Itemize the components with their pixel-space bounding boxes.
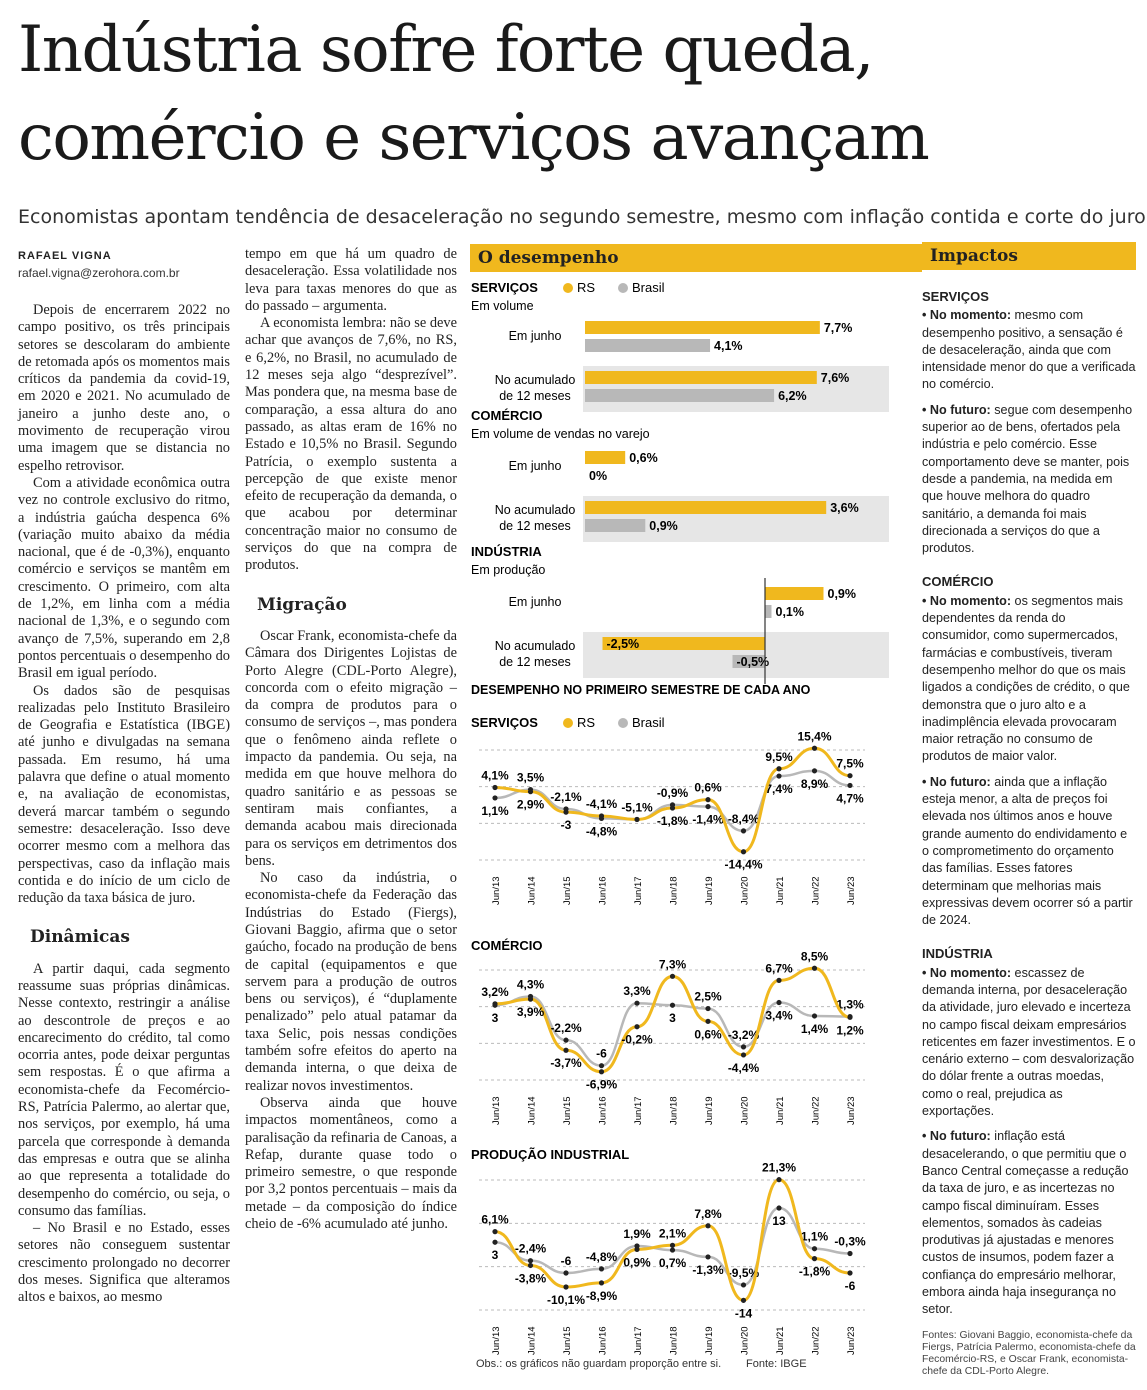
- author-email[interactable]: rafael.vigna@zerohora.com.br: [18, 266, 180, 280]
- chart-title: COMÉRCIO: [471, 408, 543, 423]
- x-tick-label: Jun/16: [597, 876, 609, 905]
- bar-value-label: -0,5%: [736, 655, 770, 669]
- x-tick-label: Jun/17: [633, 876, 644, 905]
- line-chart-servicos: [471, 715, 865, 905]
- x-tick-label: Jun/22: [810, 876, 822, 905]
- point-brasil: [634, 1001, 639, 1006]
- bar-chart-body: [495, 578, 889, 684]
- bar-brasil: [765, 605, 772, 618]
- point-brasil: [563, 1038, 568, 1043]
- data-label: 4,1%: [481, 768, 509, 783]
- bar-brasil: [585, 519, 645, 532]
- x-tick-label: Jun/23: [846, 876, 857, 905]
- charts-panel: [465, 270, 915, 1390]
- bar-rs: [585, 321, 820, 334]
- bar-value-label: -2,5%: [606, 637, 640, 651]
- data-label: 6,7%: [765, 961, 793, 976]
- bar-chart-servicos: [471, 280, 889, 412]
- data-label: -3: [560, 818, 572, 833]
- x-tick-label: Jun/14: [526, 876, 538, 905]
- point-brasil: [776, 773, 781, 778]
- bar-chart-body: [495, 321, 889, 412]
- point-rs: [705, 797, 710, 802]
- data-label: 2,1%: [658, 1226, 687, 1241]
- chart-note: Obs.: os gráficos não guardam proporção entre si.: [476, 1358, 722, 1370]
- bar-value-label: 3,6%: [830, 501, 859, 515]
- bar-value-label: 0,9%: [649, 519, 678, 533]
- data-label: -4,4%: [727, 1060, 760, 1075]
- line-chart-producao-industrial: [471, 1147, 866, 1355]
- headline-line-2: comércio e serviços avançam: [18, 101, 929, 175]
- data-label: 3,9%: [516, 1005, 545, 1020]
- category-label: No acumulado: [494, 373, 576, 387]
- legend-brasil-swatch: [618, 718, 628, 728]
- line-chart-body: [479, 1161, 866, 1355]
- legend-rs-swatch: [563, 283, 573, 293]
- paragraph: Observa ainda que houve impactos momentâneos, como a paralisação da refinaria de Canoas, a Refap, durante quase todo o primeiro semestre, o que responde por 3,2 pontos percentuais – mais da metade – da composição do índice cheio de -6% acumulado até junho.: [245, 1094, 457, 1233]
- data-label: -4,1%: [585, 796, 618, 811]
- data-label: 7,4%: [765, 782, 793, 797]
- section-heading-dinamicas: Dinâmicas: [30, 927, 130, 948]
- x-tick-label: Jun/14: [526, 1096, 538, 1125]
- legend-rs-label: RS: [577, 280, 596, 295]
- paragraph: A partir daqui, cada segmento reassume suas próprias dinâmicas. Nesse contexto, restringir a análise ao descontrole de preços e ao encarecimento do crédito, tal como ocorria antes, pode deixar perguntas sem respostas. É o que afirma a economista-chefe da Fecomércio-RS, Patrícia Palermo, ao alertar que, nos serviços, por exemplo, há uma parcela que corresponde à demanda das empresas e outra que se alinha ao que representa a totalidade do desempenho do comércio, ou seja, o consumo das famílias.: [18, 960, 230, 1219]
- point-brasil: [599, 1266, 604, 1271]
- point-rs: [670, 974, 675, 979]
- x-tick-label: Jun/21: [775, 876, 786, 905]
- point-rs: [599, 1069, 604, 1074]
- point-brasil: [741, 828, 746, 833]
- data-label: 0,7%: [658, 1256, 687, 1271]
- point-rs: [599, 1280, 604, 1285]
- data-label: -1,8%: [798, 1264, 831, 1279]
- paragraph: tempo em que há um quadro de desaceleração. Essa volatilidade nos leva para taxas menores do que as do passado – argumenta.: [245, 246, 457, 314]
- bar-value-label: 7,6%: [820, 371, 850, 385]
- data-label: 1,9%: [623, 1226, 651, 1241]
- x-tick-label: Jun/15: [562, 1326, 573, 1355]
- point-rs: [528, 997, 533, 1002]
- data-label: 1,2%: [836, 1023, 864, 1038]
- legend-brasil-swatch: [618, 283, 628, 293]
- x-tick-label: Jun/15: [562, 876, 573, 905]
- x-tick-label: Jun/20: [739, 1326, 751, 1355]
- article-column-2: [245, 246, 457, 1233]
- x-tick-label: Jun/20: [739, 876, 751, 905]
- bar-value-label: 0,1%: [775, 605, 804, 619]
- section-title-desempenho-semestre: DESEMPENHO NO PRIMEIRO SEMESTRE DE CADA ANO: [471, 683, 811, 697]
- data-label: -0,2%: [621, 1032, 653, 1047]
- x-tick-label: Jun/15: [562, 1096, 573, 1125]
- line-chart-comercio: [471, 938, 865, 1125]
- author-name: RAFAEL VIGNA: [18, 250, 112, 262]
- point-brasil: [599, 1063, 604, 1068]
- point-rs: [847, 1015, 852, 1020]
- data-label: 4,7%: [836, 791, 864, 806]
- point-rs: [776, 978, 781, 983]
- line-chart-body: [479, 949, 865, 1125]
- data-label: 3: [669, 1011, 676, 1026]
- headline: [18, 6, 1138, 182]
- data-label: 7,5%: [836, 756, 864, 771]
- data-label: -1,3%: [692, 1262, 724, 1277]
- point-brasil: [776, 1000, 781, 1005]
- point-rs: [705, 1019, 710, 1024]
- x-tick-label: Jun/21: [775, 1096, 786, 1125]
- bar-value-label: 0,9%: [827, 587, 856, 601]
- data-label: 1,4%: [800, 1021, 829, 1036]
- chart-subtitle: Em volume de vendas no varejo: [471, 427, 650, 441]
- point-rs: [634, 1247, 639, 1252]
- data-label: -8,9%: [585, 1288, 618, 1303]
- point-rs: [812, 966, 817, 971]
- data-label: 3,4%: [765, 1008, 793, 1023]
- category-label: de 12 meses: [499, 519, 571, 533]
- point-rs: [492, 1001, 497, 1006]
- data-label: -1,8%: [656, 813, 689, 828]
- chart-title: SERVIÇOS: [471, 715, 538, 730]
- x-tick-label: Jun/17: [633, 1326, 644, 1355]
- paragraph: A economista lembra: não se deve achar que avanços de 7,6%, no RS, e 6,2%, no Brasil, no acumulado de 12 meses seja algo “desprezível”. Mas pondera que, na mesma base de comparação, a essa altura do ano passado, as altas eram de 16% no Estado e 10,5% no Brasil. Segundo Patrícia, o exemplo sustenta a percepção de que existe menor efeito de recuperação da demanda, o que acabou por determinar concentração maior no consumo de serviços do que na compra de produtos.: [245, 315, 458, 574]
- paragraph: Com a atividade econômica outra vez no controle exclusivo do ritmo, a indústria gaúcha despenca 6% (variação muito abaixo da média nacional, que é de -0,3%), enquanto comércio e serviços se mantêm em crescimento. O primeiro, com alta de 1,2%, em linha com a média nacional de 1,3%, e o segundo com avanço de 7,5%, superando em 2,8 pontos percentuais o desempenho do Brasil em igual período.: [18, 474, 230, 682]
- paragraph: Depois de encerrarem 2022 no campo positivo, os três principais setores se descolaram do ambiente de retomada após os momentos mais críticos da pandemia da covid-19, em 2020 e 2021. No acumulado de janeiro a junho deste ano, o movimento de recuperação virou uma imagem que se distancia no espelho retrovisor.: [18, 302, 230, 474]
- point-rs: [528, 1263, 533, 1268]
- point-rs: [670, 805, 675, 810]
- byline: [18, 250, 180, 280]
- x-tick-label: Jun/18: [668, 1096, 680, 1125]
- x-tick-label: Jun/19: [704, 876, 715, 905]
- data-label: -6: [844, 1278, 856, 1293]
- point-rs: [741, 849, 746, 854]
- data-label: 7,3%: [658, 957, 687, 972]
- line-chart-body: [479, 729, 865, 905]
- point-rs: [563, 1048, 568, 1053]
- point-rs: [741, 1052, 746, 1057]
- data-label: 1,1%: [800, 1229, 829, 1244]
- point-brasil: [705, 804, 710, 809]
- subheadline: Economistas apontam tendência de desaceleração no segundo semestre, mesmo com inflação contida e corte do juro: [18, 206, 1146, 228]
- bar-rs: [585, 501, 826, 514]
- bar-chart-comercio: [471, 408, 889, 542]
- point-brasil: [741, 1044, 746, 1049]
- data-label: 3: [491, 1011, 499, 1026]
- data-label: 0,6%: [694, 1027, 722, 1042]
- paragraph: Oscar Frank, economista-chefe da Câmara dos Dirigentes Lojistas de Porto Alegre (CDL-Porto Alegre), concorda com o efeito migração – da compra de produtos para o consumo de serviços –, mas pondera que o fenômeno ainda reflete o impacto da pandemia. Ou seja, na medida em que houve melhora do quadro sanitário e as pessoas se sentiram mais confiantes, a demanda acabou mais direcionada para os serviços em detrimentos dos bens.: [245, 627, 457, 869]
- data-label: 1,3%: [836, 997, 864, 1012]
- x-tick-label: Jun/20: [739, 1096, 751, 1125]
- data-label: 8,5%: [800, 949, 829, 964]
- chart-subtitle: Em volume: [471, 299, 534, 313]
- data-label: -0,3%: [834, 1234, 866, 1249]
- chart-source: Fonte: IBGE: [746, 1358, 807, 1370]
- data-label: 21,3%: [761, 1160, 797, 1175]
- data-label: 2,9%: [516, 797, 545, 812]
- data-label: -1,4%: [692, 812, 724, 827]
- data-label: -3,8%: [514, 1271, 547, 1286]
- panel-title-impactos: Impactos: [922, 242, 1136, 270]
- point-rs: [847, 773, 852, 778]
- point-rs: [812, 746, 817, 751]
- paragraph: No caso da indústria, o economista-chefe da Federação das Indústrias do Estado (Fiergs), Giovani Baggio, afirma que o setor gaúcho, focado na produção de bens de capital (equipamentos e que servem para a produção de outros bens ou serviços), é “duplamente penalizado” pelo atual patamar da taxa Selic, pois nessas condições também sofre efeitos do aperto na demanda interna, o que deixa de realizar novos investimentos.: [245, 870, 457, 1094]
- category-label: Em junho: [508, 595, 562, 609]
- chart-title: PRODUÇÃO INDUSTRIAL: [471, 1147, 630, 1162]
- data-label: 3: [491, 1248, 499, 1263]
- data-label: 0,6%: [694, 780, 722, 795]
- impacto-futuro: • No futuro: ainda que a inflação esteja menor, a alta de preços foi elevada nos últimos anos e houve grande aumento do endividamento e o comprometimento do orçamento das famílias. Esses fatores determinam que melhorias mais expressivas devem ocorrer só a partir de 2024.: [922, 774, 1133, 928]
- panel-title-desempenho: O desempenho: [470, 244, 922, 272]
- data-label: 3,3%: [623, 984, 651, 999]
- x-tick-label: Jun/13: [491, 876, 502, 905]
- bar-chart-industria: [471, 544, 889, 684]
- chart-subtitle: Em produção: [471, 563, 546, 577]
- data-label: 8,9%: [800, 776, 829, 791]
- data-label: -5,1%: [621, 800, 653, 815]
- point-brasil: [705, 1254, 710, 1259]
- point-rs: [599, 813, 604, 818]
- point-brasil: [492, 795, 497, 800]
- data-label: -6: [596, 1046, 607, 1061]
- category-label: Em junho: [508, 329, 562, 343]
- data-label: 3,2%: [481, 984, 509, 999]
- impacto-futuro: • No futuro: segue com desempenho superior ao de bens, ofertados pela indústria e pelo comércio. Esse comportamento deve se manter, pois desde a pandemia, na medida em que houve melhora do quadro sanitário, a demanda foi mais direcionada a serviços do que a produtos.: [922, 402, 1133, 556]
- section-heading-migracao: Migração: [257, 594, 347, 615]
- point-brasil: [670, 1003, 675, 1008]
- bar-brasil: [585, 389, 774, 402]
- data-label: -0,9%: [656, 785, 689, 800]
- paragraph: Os dados são de pesquisas realizadas pelo Instituto Brasileiro de Geografia e Estatística (IBGE) até junho e divulgadas na semana passada. Em resumo, há uma palavra que define o atual momento e, na avaliação de economistas, deverá marcar também o segundo semestre: desaceleração. Isso deve ocorrer mesmo com a melhora das perspectivas, caso da inflação mais contida e do início de um ciclo de redução da taxa básica de juro.: [18, 682, 230, 907]
- x-tick-label: Jun/22: [810, 1096, 822, 1125]
- legend-rs-swatch: [563, 718, 573, 728]
- chart-title: SERVIÇOS: [471, 280, 538, 295]
- bar-rs: [585, 451, 625, 464]
- data-label: -4,8%: [585, 824, 618, 839]
- data-label: 2,5%: [694, 989, 722, 1004]
- bar-chart-body: [495, 451, 889, 542]
- data-label: -6,9%: [585, 1077, 618, 1092]
- data-label: -14: [734, 1306, 753, 1321]
- legend-rs-label: RS: [577, 715, 596, 730]
- data-label: -2,2%: [550, 1021, 582, 1036]
- category-label: de 12 meses: [499, 655, 571, 669]
- impacto-futuro: • No futuro: inflação está desacelerando, o que permitiu que o Banco Central começasse a redução da taxa de juro, e as incertezas no campo fiscal diminuíram. Esses elementos, somados às cadeias produtivas já ajustadas e menores custos de insumos, podem fazer a confiança do empresário melhorar, embora ainda haja insegurança no setor.: [922, 1129, 1129, 1317]
- data-label: -14,4%: [724, 857, 763, 872]
- x-tick-label: Jun/14: [526, 1326, 538, 1355]
- bar-brasil: [585, 339, 710, 352]
- chart-title: COMÉRCIO: [471, 938, 543, 953]
- data-label: -3,7%: [550, 1056, 582, 1071]
- impacto-servicos: [922, 288, 1136, 557]
- chart-title: INDÚSTRIA: [471, 544, 542, 559]
- data-label: 13: [772, 1214, 786, 1229]
- point-brasil: [670, 1247, 675, 1252]
- x-tick-label: Jun/13: [491, 1096, 502, 1125]
- impacto-industria: [922, 945, 1136, 1318]
- x-tick-label: Jun/23: [846, 1326, 857, 1355]
- point-rs: [528, 789, 533, 794]
- category-label: de 12 meses: [499, 389, 571, 403]
- point-brasil: [528, 1258, 533, 1263]
- data-label: 9,5%: [765, 749, 793, 764]
- point-brasil: [492, 1240, 497, 1245]
- legend-brasil-label: Brasil: [632, 715, 665, 730]
- point-rs: [812, 1256, 817, 1261]
- bar-value-label: 0%: [589, 469, 608, 483]
- point-brasil: [563, 1270, 568, 1275]
- impacto-momento: • No momento: os segmentos mais dependentes da renda do consumidor, como supermercados, farmácias e combustíveis, tiveram desempenho melhor do que os mais ligados a condições de crédito, o que demonstra que o juro alto e a inadimplência elevada provocaram maior retração no consumo de produtos de maior valor.: [922, 593, 1130, 764]
- data-label: -2,1%: [550, 790, 582, 805]
- x-tick-label: Jun/18: [668, 876, 680, 905]
- data-label: 3,5%: [516, 770, 545, 785]
- x-tick-label: Jun/16: [597, 1326, 609, 1355]
- point-rs: [563, 810, 568, 815]
- point-rs: [634, 1024, 639, 1029]
- data-label: 4,3%: [516, 977, 545, 992]
- data-label: -9,5%: [727, 1265, 760, 1280]
- x-tick-label: Jun/22: [810, 1326, 822, 1355]
- bar-value-label: 4,1%: [714, 339, 743, 353]
- impacto-heading: COMÉRCIO: [922, 574, 994, 590]
- point-rs: [776, 1177, 781, 1182]
- point-rs: [670, 1243, 675, 1248]
- x-tick-label: Jun/19: [704, 1326, 715, 1355]
- x-tick-label: Jun/13: [491, 1326, 502, 1355]
- point-rs: [705, 1223, 710, 1228]
- legend-brasil-label: Brasil: [632, 280, 665, 295]
- point-brasil: [812, 1246, 817, 1251]
- point-brasil: [812, 1013, 817, 1018]
- data-label: 1,1%: [481, 803, 509, 818]
- data-label: -4,8%: [585, 1249, 618, 1264]
- fontes: Fontes: Giovani Baggio, economista-chefe da Fiergs, Patrícia Palermo, economista-chefe da Fecomércio-RS, e Oscar Frank, economista-chefe da CDL-Porto Alegre.: [922, 1330, 1136, 1377]
- category-label: No acumulado: [494, 503, 576, 517]
- data-label: -3,2%: [727, 1027, 760, 1042]
- impacto-heading: SERVIÇOS: [922, 289, 989, 304]
- article-column-1: [18, 302, 230, 1307]
- point-brasil: [705, 1006, 710, 1011]
- category-label: No acumulado: [494, 639, 576, 653]
- impacto-momento: • No momento: mesmo com desempenho positivo, a sensação é de desaceleração, ainda que com intensidade menor do que a verificada no comércio.: [922, 308, 1136, 392]
- impacto-heading: INDÚSTRIA: [922, 946, 993, 962]
- point-brasil: [741, 1282, 746, 1287]
- data-label: 15,4%: [797, 729, 832, 744]
- bar-rs: [765, 587, 824, 600]
- impacto-comercio: [922, 573, 1136, 929]
- category-label: Em junho: [508, 459, 562, 473]
- bar-value-label: 6,2%: [778, 389, 807, 403]
- point-rs: [847, 1270, 852, 1275]
- point-brasil: [812, 768, 817, 773]
- x-tick-label: Jun/18: [668, 1326, 680, 1355]
- headline-line-1: Indústria sofre forte queda,: [18, 13, 873, 87]
- impactos-panel: [922, 288, 1136, 1335]
- point-brasil: [776, 1205, 781, 1210]
- point-rs: [492, 785, 497, 790]
- point-brasil: [847, 783, 852, 788]
- data-label: 0,9%: [623, 1255, 651, 1270]
- point-rs: [741, 1298, 746, 1303]
- impacto-momento: • No momento: escassez de demanda interna, por desaceleração da atividade, juro elevado e incerteza no campo fiscal deixam empresários reticentes em fazer investimentos. E o cenário externo – com desvalorização do dólar frente a outras moedas, como o real, prejudica as exportações.: [922, 965, 1136, 1119]
- point-rs: [776, 766, 781, 771]
- bar-value-label: 7,7%: [823, 321, 853, 335]
- data-label: -6: [560, 1253, 572, 1268]
- bar-rs: [585, 371, 817, 384]
- x-tick-label: Jun/19: [704, 1096, 715, 1125]
- x-tick-label: Jun/17: [633, 1096, 644, 1125]
- point-brasil: [847, 1251, 852, 1256]
- bar-value-label: 0,6%: [629, 451, 658, 465]
- point-rs: [563, 1284, 568, 1289]
- point-rs: [634, 817, 639, 822]
- data-label: 7,8%: [694, 1206, 722, 1221]
- series-line-rs: [495, 748, 850, 851]
- data-label: 6,1%: [481, 1212, 509, 1227]
- point-rs: [492, 1229, 497, 1234]
- data-label: -2,4%: [514, 1241, 547, 1256]
- data-label: -10,1%: [546, 1293, 586, 1308]
- x-tick-label: Jun/23: [846, 1096, 857, 1125]
- data-label: -8,4%: [727, 811, 760, 826]
- x-tick-label: Jun/16: [597, 1096, 609, 1125]
- paragraph: – No Brasil e no Estado, esses setores não conseguem sustentar crescimento prolongado no decorrer dos meses. Significa que alteramos altos e baixos, ao mesmo: [18, 1220, 230, 1306]
- x-tick-label: Jun/21: [775, 1326, 786, 1355]
